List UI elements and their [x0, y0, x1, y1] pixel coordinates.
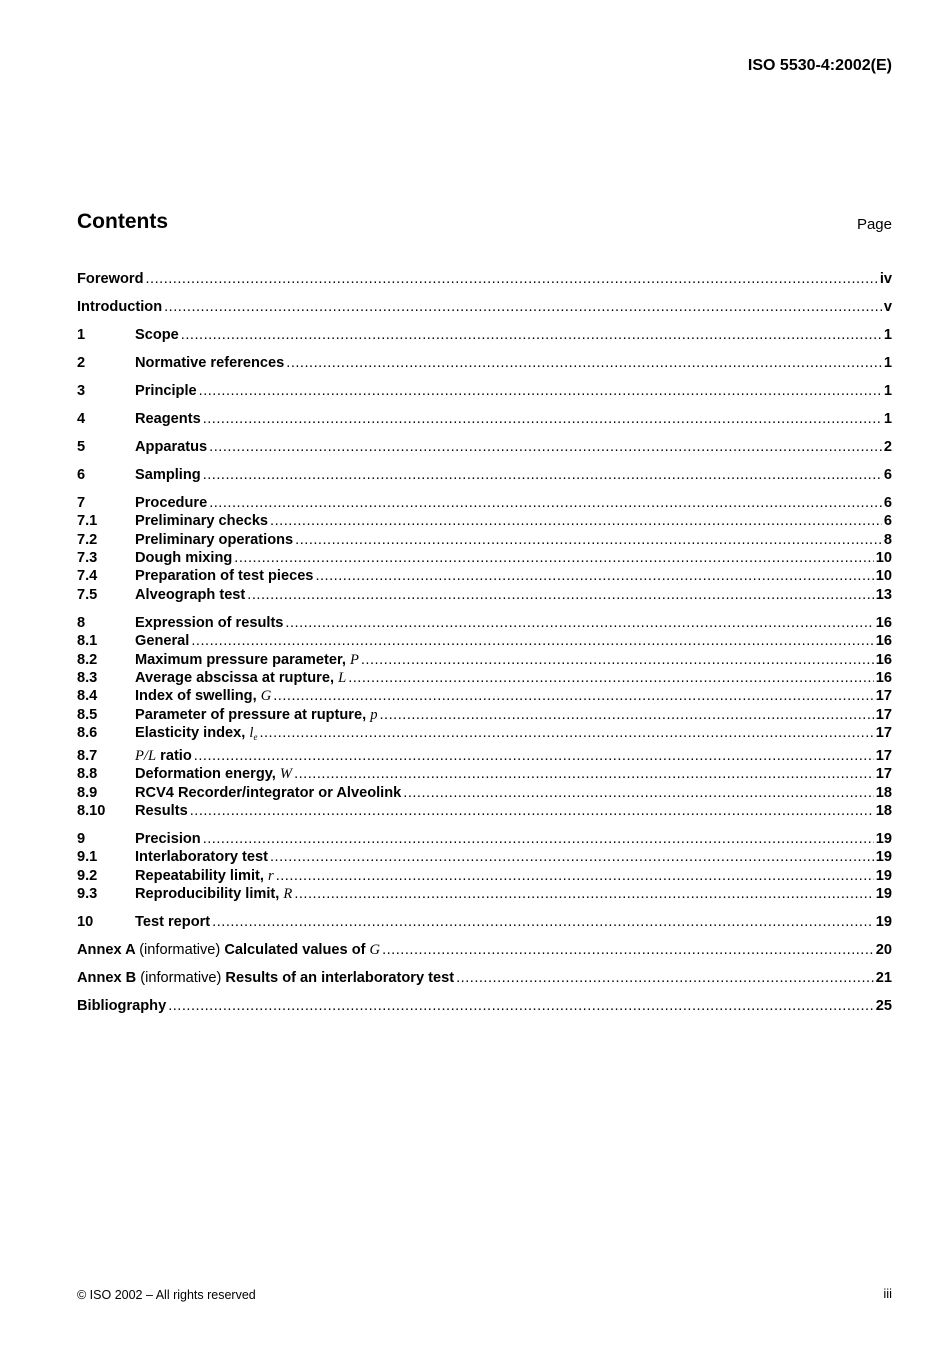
toc-entry-label	[77, 270, 143, 288]
toc-dot-leader	[203, 410, 882, 428]
toc-entry-page: 10	[875, 568, 892, 584]
toc-entry-page: 16	[875, 615, 892, 631]
toc-entry-title: Reagents	[135, 411, 201, 427]
toc-entry-number: 8.4	[77, 688, 98, 704]
toc-dot-leader	[259, 724, 873, 742]
toc-entry-label	[135, 531, 293, 549]
toc-dot-leader	[273, 687, 874, 705]
toc-entry[interactable]	[77, 270, 892, 288]
toc-entry-number: 8.2	[77, 652, 98, 668]
toc-entry[interactable]	[77, 298, 892, 316]
toc-entry[interactable]	[77, 651, 892, 669]
toc-entry-page: 17	[875, 725, 892, 741]
toc-entry-title: Scope	[135, 327, 179, 343]
toc-entry-number: 5	[77, 439, 86, 455]
toc-entry[interactable]	[77, 586, 892, 604]
toc-dot-leader	[286, 354, 882, 372]
toc-entry-number: 7	[77, 495, 86, 511]
toc-dot-leader	[212, 913, 874, 931]
toc-dot-leader	[456, 969, 874, 987]
toc-entry-label	[135, 784, 401, 802]
toc-entry[interactable]	[77, 632, 892, 650]
toc-entry-number: 8	[77, 615, 86, 631]
toc-dot-leader	[145, 270, 877, 288]
toc-entry-title: Expression of results	[135, 615, 284, 631]
toc-entry-page: 1	[883, 411, 892, 427]
toc-entry-page: iv	[879, 271, 892, 287]
toc-entry-number: 7.2	[77, 532, 98, 548]
toc-entry-symbol: p	[370, 707, 378, 723]
toc-entry[interactable]	[77, 494, 892, 512]
toc-dot-leader	[270, 512, 882, 530]
toc-entry-label	[135, 830, 201, 848]
toc-entry-label	[135, 885, 292, 903]
toc-dot-leader	[294, 885, 873, 903]
toc-entry[interactable]	[77, 512, 892, 530]
toc-entry-page: 18	[875, 803, 892, 819]
toc-entry-title: Index of swelling,	[135, 688, 261, 704]
toc-entry-title: Dough mixing	[135, 550, 233, 566]
toc-entry-label	[135, 586, 245, 604]
toc-dot-leader	[199, 382, 882, 400]
toc-entry-page: 19	[875, 868, 892, 884]
toc-dot-leader	[209, 438, 882, 456]
toc-entry-page: 19	[875, 831, 892, 847]
toc-entry-label	[135, 765, 292, 783]
toc-entry[interactable]	[77, 802, 892, 820]
toc-dot-leader	[380, 706, 874, 724]
toc-dot-leader	[194, 747, 874, 765]
toc-entry-number: 6	[77, 467, 86, 483]
toc-entry-page: 19	[875, 849, 892, 865]
toc-entry-symbol: W	[279, 766, 293, 782]
toc-entry-label	[135, 549, 232, 567]
toc-entry-title: Alveograph test	[135, 587, 246, 603]
toc-entry-label	[135, 706, 378, 724]
toc-entry-page: 6	[883, 513, 892, 529]
toc-entry-number: 8.7	[77, 748, 98, 764]
toc-entry[interactable]	[77, 466, 892, 484]
toc-entry-label	[135, 913, 210, 931]
toc-entry-title: Results of an interlaboratory test	[225, 970, 455, 986]
toc-entry-label	[135, 632, 189, 650]
toc-entry-page: 10	[875, 550, 892, 566]
toc-entry-number: 8.6	[77, 725, 98, 741]
toc-dot-leader	[203, 830, 874, 848]
toc-entry-label	[135, 614, 283, 632]
page-number: iii	[883, 1286, 892, 1301]
toc-entry-symbol: R	[283, 886, 293, 902]
toc-entry-page: 17	[875, 748, 892, 764]
toc-entry-symbol: P/L	[135, 748, 157, 764]
toc-entry-title: Parameter of pressure at rupture,	[135, 707, 371, 723]
toc-entry-symbol: G	[369, 942, 381, 958]
toc-entry-symbol: L	[338, 670, 347, 686]
toc-entry-title: RCV4 Recorder/integrator or Alveolink	[135, 785, 402, 801]
toc-entry-page: 6	[883, 467, 892, 483]
toc-entry-page: 17	[875, 707, 892, 723]
toc-entry-title: Calculated values of	[224, 942, 370, 958]
toc-entry-symbol: l	[249, 725, 254, 741]
toc-entry-label	[135, 438, 207, 456]
toc-dot-leader	[209, 494, 882, 512]
toc-entry-title: Principle	[135, 383, 197, 399]
toc-entry-label	[135, 687, 271, 705]
toc-entry-page: 8	[883, 532, 892, 548]
toc-dot-leader	[191, 632, 873, 650]
toc-entry-label	[77, 969, 454, 987]
toc-entry-label	[135, 867, 274, 885]
toc-entry[interactable]	[77, 848, 892, 866]
toc-entry[interactable]	[77, 567, 892, 585]
contents-title: Contents	[77, 210, 168, 233]
toc-entry-symbol: r	[268, 868, 274, 884]
toc-entry[interactable]	[77, 885, 892, 903]
toc-entry[interactable]	[77, 687, 892, 705]
toc-entry[interactable]	[77, 549, 892, 567]
toc-entry-page: 19	[875, 914, 892, 930]
toc-entry-page: 13	[875, 587, 892, 603]
toc-entry-title: Deformation energy,	[135, 766, 280, 782]
toc-entry[interactable]	[77, 941, 892, 959]
toc-entry-title: Repeatability limit,	[135, 868, 268, 884]
toc-entry-label	[135, 848, 268, 866]
toc-entry-title: Results	[135, 803, 188, 819]
toc-entry-label	[135, 466, 201, 484]
toc-entry-title: Elasticity index,	[135, 725, 250, 741]
toc-entry-title: Maximum pressure parameter,	[135, 652, 350, 668]
toc-entry-page: 6	[883, 495, 892, 511]
toc-entry-number: 8.5	[77, 707, 98, 723]
toc-entry-number: 8.1	[77, 633, 98, 649]
toc-entry-title: Procedure	[135, 495, 208, 511]
toc-entry-page: 17	[875, 766, 892, 782]
copyright-notice: © ISO 2002 – All rights reserved	[77, 1288, 256, 1302]
toc-entry-number: 8.8	[77, 766, 98, 782]
toc-entry-number: 9.2	[77, 868, 98, 884]
annex-label: Annex A	[77, 942, 136, 958]
toc-entry-title: Interlaboratory test	[135, 849, 268, 865]
toc-entry-label	[135, 410, 201, 428]
toc-entry-title: Normative references	[135, 355, 285, 371]
toc-entry-page: 16	[875, 652, 892, 668]
toc-entry-label	[135, 354, 284, 372]
toc-entry[interactable]	[77, 531, 892, 549]
toc-dot-leader	[403, 784, 874, 802]
toc-entry-page: 18	[875, 785, 892, 801]
toc-entry-page: 1	[883, 355, 892, 371]
toc-entry-symbol: P	[349, 652, 359, 668]
toc-entry-page: 2	[883, 439, 892, 455]
toc-entry-number: 8.3	[77, 670, 98, 686]
toc-entry-title: Test report	[135, 914, 211, 930]
toc-entry-page: 17	[875, 688, 892, 704]
toc-entry-title: ratio	[156, 748, 192, 764]
toc-entry-title: General	[135, 633, 190, 649]
toc-entry-number: 10	[77, 914, 94, 930]
toc-dot-leader	[295, 531, 882, 549]
toc-entry-title: Average abscissa at rupture,	[135, 670, 339, 686]
annex-label: Annex B	[77, 970, 137, 986]
toc-dot-leader	[164, 298, 882, 316]
toc-entry-title: Bibliography	[77, 998, 167, 1014]
toc-entry-number: 7.3	[77, 550, 98, 566]
toc-entry-number: 7.4	[77, 568, 98, 584]
toc-entry[interactable]	[77, 830, 892, 848]
toc-entry-label	[135, 669, 346, 687]
toc-entry[interactable]	[77, 913, 892, 931]
toc-entry-number: 3	[77, 383, 86, 399]
toc-entry-number: 8.9	[77, 785, 98, 801]
toc-entry-page: 1	[883, 383, 892, 399]
toc-dot-leader	[382, 941, 874, 959]
toc-entry-page: 16	[875, 633, 892, 649]
toc-entry-label	[77, 941, 380, 959]
page-column-label: Page	[856, 216, 892, 233]
toc-dot-leader	[285, 614, 873, 632]
toc-entry[interactable]	[77, 747, 892, 765]
toc-entry-label	[135, 494, 207, 512]
toc-entry-label	[135, 802, 188, 820]
toc-entry-label	[135, 724, 257, 746]
toc-entry-title: Introduction	[77, 299, 163, 315]
toc-entry-title: Reproducibility limit,	[135, 886, 284, 902]
toc-entry-title: Preliminary operations	[135, 532, 294, 548]
toc-entry-page: 1	[883, 327, 892, 343]
toc-entry-number: 2	[77, 355, 86, 371]
toc-dot-leader	[315, 567, 873, 585]
document-id: ISO 5530-4:2002(E)	[747, 57, 892, 74]
toc-entry-number: 9.1	[77, 849, 98, 865]
toc-entry[interactable]	[77, 438, 892, 456]
toc-entry-page: 20	[875, 942, 892, 958]
toc-entry-number: 4	[77, 411, 86, 427]
toc-entry-number: 7.1	[77, 513, 98, 529]
toc-entry-title: Preparation of test pieces	[135, 568, 314, 584]
annex-informative-tag: (informative)	[139, 942, 221, 958]
toc-entry-label	[135, 382, 197, 400]
toc-entry-number: 9	[77, 831, 86, 847]
toc-entry-label	[77, 298, 162, 316]
toc-dot-leader	[247, 586, 873, 604]
toc-entry[interactable]	[77, 706, 892, 724]
toc-entry[interactable]	[77, 614, 892, 632]
toc-entry-number: 8.10	[77, 803, 106, 819]
toc-entry-title: Foreword	[77, 271, 144, 287]
toc-entry[interactable]	[77, 765, 892, 783]
toc-entry[interactable]	[77, 867, 892, 885]
toc-entry-page: 25	[875, 998, 892, 1014]
toc-dot-leader	[168, 997, 874, 1015]
toc-entry[interactable]	[77, 326, 892, 344]
toc-dot-leader	[361, 651, 874, 669]
toc-dot-leader	[203, 466, 882, 484]
toc-entry-subscript: e	[253, 732, 258, 742]
toc-entry-label	[135, 326, 179, 344]
toc-entry-label	[77, 997, 166, 1015]
toc-entry-page: 19	[875, 886, 892, 902]
annex-informative-tag: (informative)	[140, 970, 222, 986]
toc-dot-leader	[294, 765, 874, 783]
toc-entry-page: v	[883, 299, 892, 315]
toc-entry-title: Precision	[135, 831, 201, 847]
toc-dot-leader	[181, 326, 882, 344]
toc-entry-page: 21	[875, 970, 892, 986]
toc-entry-title: Preliminary checks	[135, 513, 269, 529]
toc-entry[interactable]	[77, 784, 892, 802]
toc-dot-leader	[234, 549, 873, 567]
toc-entry[interactable]	[77, 354, 892, 372]
toc-dot-leader	[190, 802, 874, 820]
toc-entry-label	[135, 567, 313, 585]
toc-dot-leader	[348, 669, 874, 687]
toc-entry-symbol: G	[260, 688, 272, 704]
toc-entry[interactable]	[77, 382, 892, 400]
toc-entry-title: Apparatus	[135, 439, 208, 455]
toc-entry-label	[135, 651, 359, 669]
toc-entry[interactable]	[77, 669, 892, 687]
toc-entry[interactable]	[77, 724, 892, 742]
toc-entry[interactable]	[77, 410, 892, 428]
toc-entry-label	[135, 512, 268, 530]
toc-entry[interactable]	[77, 997, 892, 1015]
toc-entry[interactable]	[77, 969, 892, 987]
toc-entry-title: Sampling	[135, 467, 201, 483]
toc-dot-leader	[270, 848, 874, 866]
toc-entry-number: 1	[77, 327, 86, 343]
toc-entry-label	[135, 747, 192, 765]
toc-entry-page: 16	[875, 670, 892, 686]
toc-entry-number: 9.3	[77, 886, 98, 902]
toc-dot-leader	[276, 867, 874, 885]
toc-entry-number: 7.5	[77, 587, 98, 603]
